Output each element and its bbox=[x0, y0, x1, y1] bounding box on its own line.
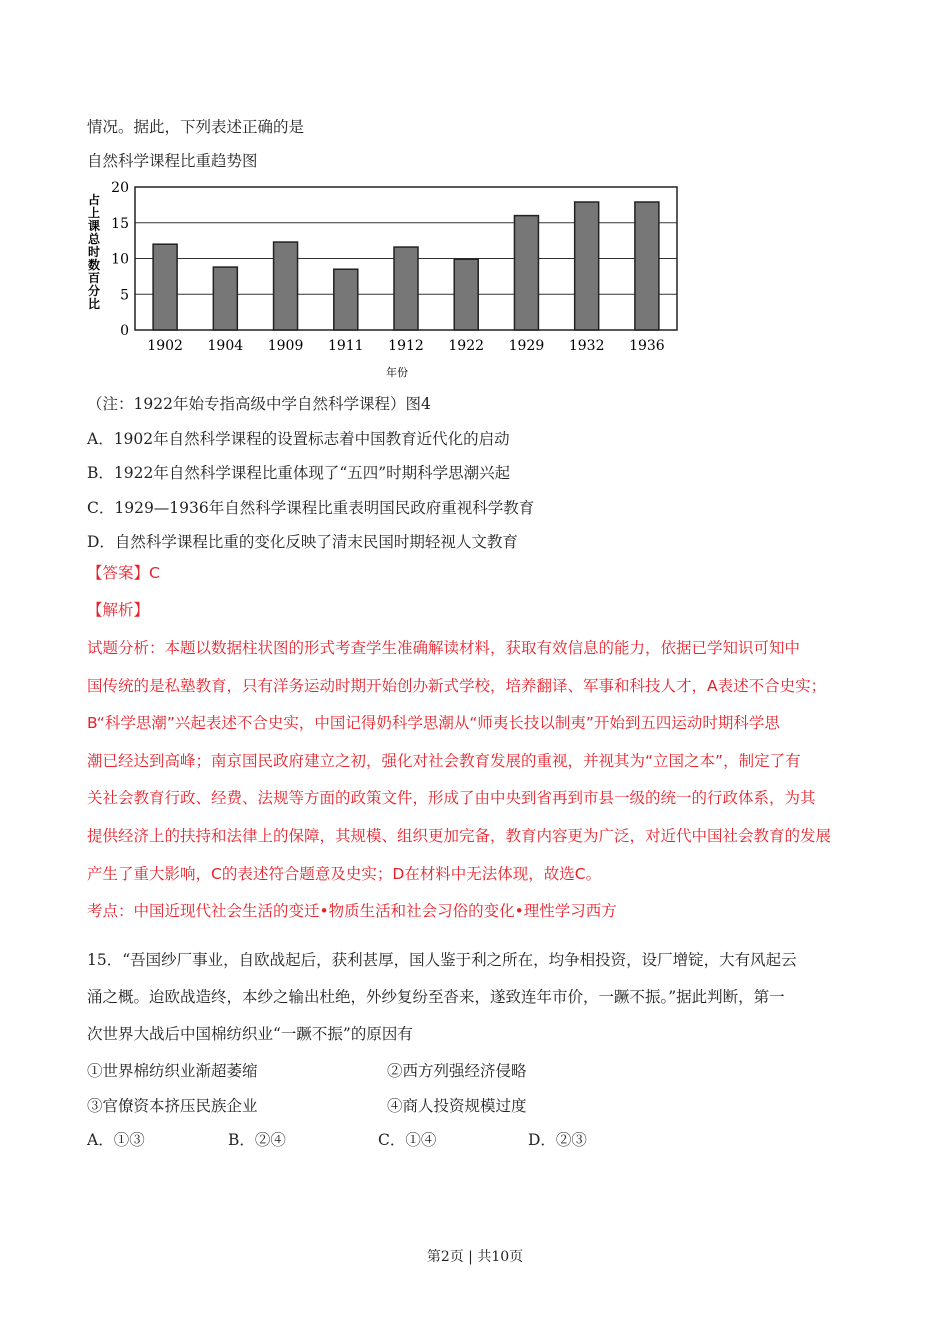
analysis-line: 产生了重大影响，C的表述符合题意及史实；D在材料中无法体现，故选C。 bbox=[87, 864, 602, 883]
option-c: C．1929—1936年自然科学课程比重表明国民政府重视科学教育 bbox=[87, 499, 535, 517]
answer-value: C bbox=[149, 564, 160, 582]
q15-choice-c: C．①④ bbox=[378, 1131, 437, 1149]
bar-1902 bbox=[153, 244, 177, 330]
chart-note: （注：1922年始专指高级中学自然科学课程）图4 bbox=[87, 395, 431, 413]
x-tick-label: 1902 bbox=[147, 338, 183, 354]
y-tick-label: 0 bbox=[120, 323, 129, 339]
analysis-label: 【解析】 bbox=[87, 601, 150, 619]
q15-item-2: ②西方列强经济侵略 bbox=[387, 1062, 527, 1080]
page-footer: 第2页 | 共10页 bbox=[426, 1249, 524, 1265]
x-tick-label: 1904 bbox=[207, 338, 244, 354]
y-axis-label: 占上课总时数百分比 bbox=[88, 193, 101, 311]
q15-choice-d: D．②③ bbox=[528, 1131, 587, 1149]
y-tick-label: 20 bbox=[111, 180, 129, 196]
bar-1932 bbox=[575, 202, 599, 330]
option-d: D．自然科学课程比重的变化反映了清末民国时期轻视人文教育 bbox=[87, 533, 518, 551]
y-tick-label: 5 bbox=[120, 287, 129, 304]
q15-line-3: 次世界大战后中国棉纺织业“一蹶不振”的原因有 bbox=[87, 1025, 413, 1043]
x-axis-label: 年份 bbox=[386, 366, 408, 379]
bar-1929 bbox=[514, 216, 538, 330]
analysis-line: 国传统的是私塾教育，只有洋务运动时期开始创办新式学校，培养翻译、军事和科技人才，A表述不合史实； bbox=[87, 676, 827, 695]
bar-1922 bbox=[454, 259, 478, 330]
bar-chart bbox=[85, 180, 685, 380]
intro-text: 情况。据此，下列表述正确的是 bbox=[87, 118, 305, 136]
option-b: B．1922年自然科学课程比重体现了“五四”时期科学思潮兴起 bbox=[87, 464, 511, 482]
analysis-line: 关社会教育行政、经费、法规等方面的政策文件，形成了由中央到省再到市县一级的统一的行政体系，为其 bbox=[87, 789, 816, 808]
x-tick-label: 1922 bbox=[448, 338, 485, 354]
y-tick-label: 15 bbox=[111, 215, 129, 232]
x-tick-label: 1912 bbox=[388, 338, 424, 354]
bar-1909 bbox=[274, 242, 298, 330]
q15-item-1: ①世界棉纺织业渐超萎缩 bbox=[87, 1062, 258, 1080]
x-tick-label: 1932 bbox=[568, 338, 605, 354]
chart-title: 自然科学课程比重趋势图 bbox=[87, 152, 258, 170]
x-tick-label: 1911 bbox=[327, 338, 364, 354]
q15-choice-b: B．②④ bbox=[228, 1131, 286, 1149]
analysis-line: 试题分析：本题以数据柱状图的形式考查学生准确解读材料，获取有效信息的能力，依据已学知识可知中 bbox=[87, 639, 801, 657]
q15-item-3: ③官僚资本挤压民族企业 bbox=[87, 1097, 258, 1115]
q15-item-4: ④商人投资规模过度 bbox=[387, 1097, 527, 1115]
bar-1911 bbox=[334, 269, 358, 330]
bar-1936 bbox=[635, 202, 659, 330]
q15-line-1: 15．“吾国纱厂事业，自欧战起后，获利甚厚，国人鉴于利之所在，均争相投资，设厂增锭，大有风起云 bbox=[87, 951, 797, 969]
q15-line-2: 涌之概。迨欧战造终，本纱之输出杜绝，外纱复纷至沓来，遂致连年市价，一蹶不振。”据此判断，第一 bbox=[87, 988, 785, 1006]
analysis-line: 潮已经达到高峰；南京国民政府建立之初，强化对社会教育发展的重视，并视其为“立国之本”，制定了有 bbox=[87, 751, 801, 770]
q15-choice-a: A．①③ bbox=[87, 1131, 145, 1149]
y-tick-label: 10 bbox=[111, 251, 129, 268]
x-tick-label: 1909 bbox=[267, 338, 304, 354]
x-tick-label: 1936 bbox=[629, 338, 665, 354]
bar-1904 bbox=[213, 267, 237, 330]
analysis-line: 提供经济上的扶持和法律上的保障，其规模、组织更加完备，教育内容更为广泛，对近代中国社会教育的发展 bbox=[87, 827, 832, 845]
analysis-line: 考点：中国近现代社会生活的变迁•物质生活和社会习俗的变化•理性学习西方 bbox=[87, 902, 617, 921]
answer-line bbox=[87, 563, 160, 583]
option-a: A．1902年自然科学课程的设置标志着中国教育近代化的启动 bbox=[87, 430, 510, 448]
analysis-line: B“科学思潮”兴起表述不合史实，中国记得奶科学思潮从“师夷长技以制夷”开始到五四运动时期科学思 bbox=[87, 714, 780, 733]
answer-label: 【答案】 bbox=[87, 564, 150, 582]
x-tick-label: 1929 bbox=[508, 338, 545, 354]
bar-1912 bbox=[394, 247, 418, 330]
